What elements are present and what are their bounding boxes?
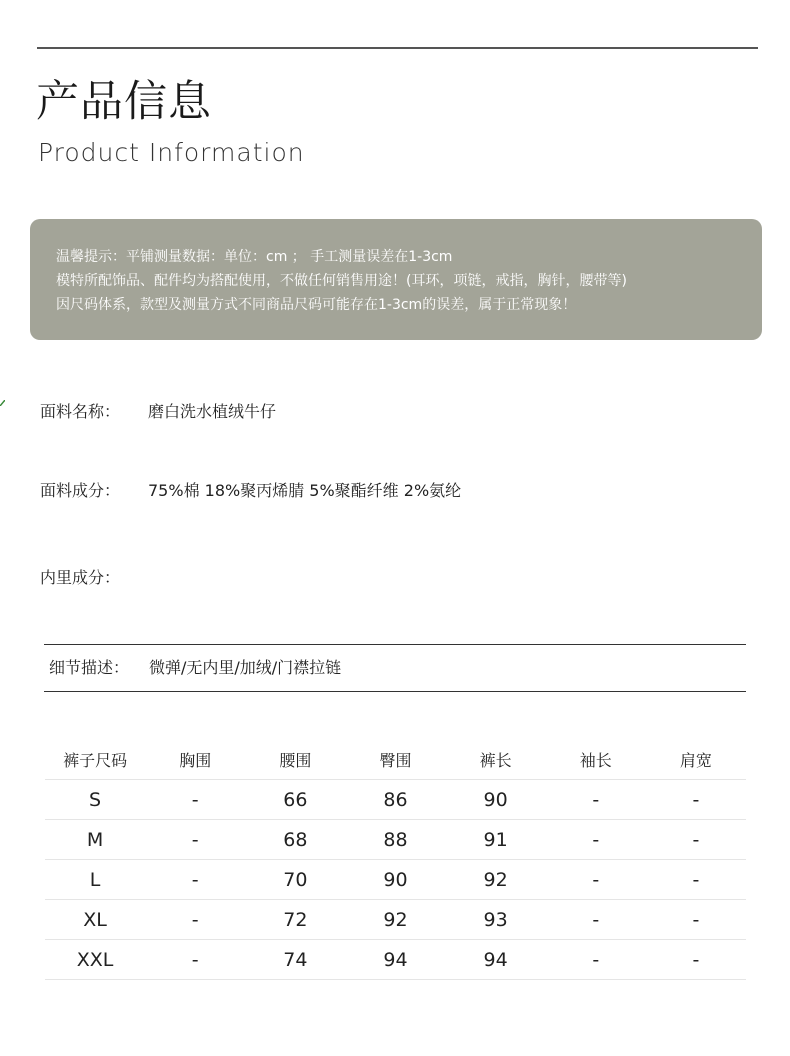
column-header: 胸围 (145, 740, 245, 780)
table-cell: 88 (345, 820, 445, 860)
table-cell: 66 (245, 780, 345, 820)
detail-section (44, 644, 746, 692)
column-header: 腰围 (245, 740, 345, 780)
table-cell: 91 (446, 820, 546, 860)
notice-line: 因尺码体系，款型及测量方式不同商品尺码可能存在1-3cm的误差，属于正常现象！ (56, 297, 577, 313)
table-row (45, 780, 746, 820)
lining-row (40, 567, 148, 589)
table-cell: - (546, 820, 646, 860)
notice-panel (30, 219, 762, 340)
table-cell: 68 (245, 820, 345, 860)
table-cell: - (145, 860, 245, 900)
table-cell: XXL (45, 940, 145, 980)
table-cell: 92 (345, 900, 445, 940)
table-row (45, 900, 746, 940)
table-cell: XL (45, 900, 145, 940)
table-cell: 70 (245, 860, 345, 900)
table-cell: 86 (345, 780, 445, 820)
table-cell: 93 (446, 900, 546, 940)
fabric-name-label: 面料名称： (40, 402, 121, 421)
table-cell: - (646, 820, 746, 860)
fabric-composition-value: 75%棉 18%聚丙烯腈 5%聚酯纤维 2%氨纶 (148, 481, 462, 500)
fabric-name-row (40, 401, 276, 423)
lining-label: 内里成分： (40, 568, 121, 587)
table-cell: 72 (245, 900, 345, 940)
column-header: 袖长 (546, 740, 646, 780)
table-cell: M (45, 820, 145, 860)
table-cell: - (145, 820, 245, 860)
table-row (45, 940, 746, 980)
column-header: 肩宽 (646, 740, 746, 780)
detail-label: 细节描述： (49, 658, 130, 677)
column-header: 裤长 (446, 740, 546, 780)
table-cell: S (45, 780, 145, 820)
notice-line: 模特所配饰品、配件均为搭配使用，不做任何销售用途！(耳环，项链，戒指，胸针，腰带等) (56, 273, 627, 289)
table-cell: 94 (446, 940, 546, 980)
table-cell: - (145, 900, 245, 940)
table-cell: 90 (446, 780, 546, 820)
table-cell: - (546, 860, 646, 900)
table-cell: - (646, 780, 746, 820)
fabric-name-value: 磨白洗水植绒牛仔 (148, 402, 277, 421)
fabric-composition-label: 面料成分： (40, 481, 121, 500)
table-cell: - (145, 780, 245, 820)
size-table (45, 740, 746, 980)
table-cell: - (646, 860, 746, 900)
fabric-composition-row (40, 480, 461, 502)
table-cell: - (145, 940, 245, 980)
size-table-header-row (45, 740, 746, 780)
table-cell: - (646, 940, 746, 980)
page-title: 产品信息 (36, 77, 212, 127)
table-cell: - (546, 940, 646, 980)
table-cell: - (546, 900, 646, 940)
table-cell: 92 (446, 860, 546, 900)
table-cell: - (546, 780, 646, 820)
top-divider (37, 47, 758, 49)
notice-line: 温馨提示：平铺测量数据：单位：cm ； 手工测量误差在1-3cm (56, 249, 453, 265)
table-row (45, 860, 746, 900)
column-header: 裤子尺码 (45, 740, 145, 780)
table-cell: 94 (345, 940, 445, 980)
corner-mark-icon (0, 400, 5, 406)
table-cell: 90 (345, 860, 445, 900)
table-row (45, 820, 746, 860)
table-cell: - (646, 900, 746, 940)
detail-value: 微弹/无内里/加绒/门襟拉链 (149, 658, 342, 677)
table-cell: L (45, 860, 145, 900)
column-header: 臀围 (345, 740, 445, 780)
page-subtitle: Product Information (38, 138, 305, 167)
table-cell: 74 (245, 940, 345, 980)
